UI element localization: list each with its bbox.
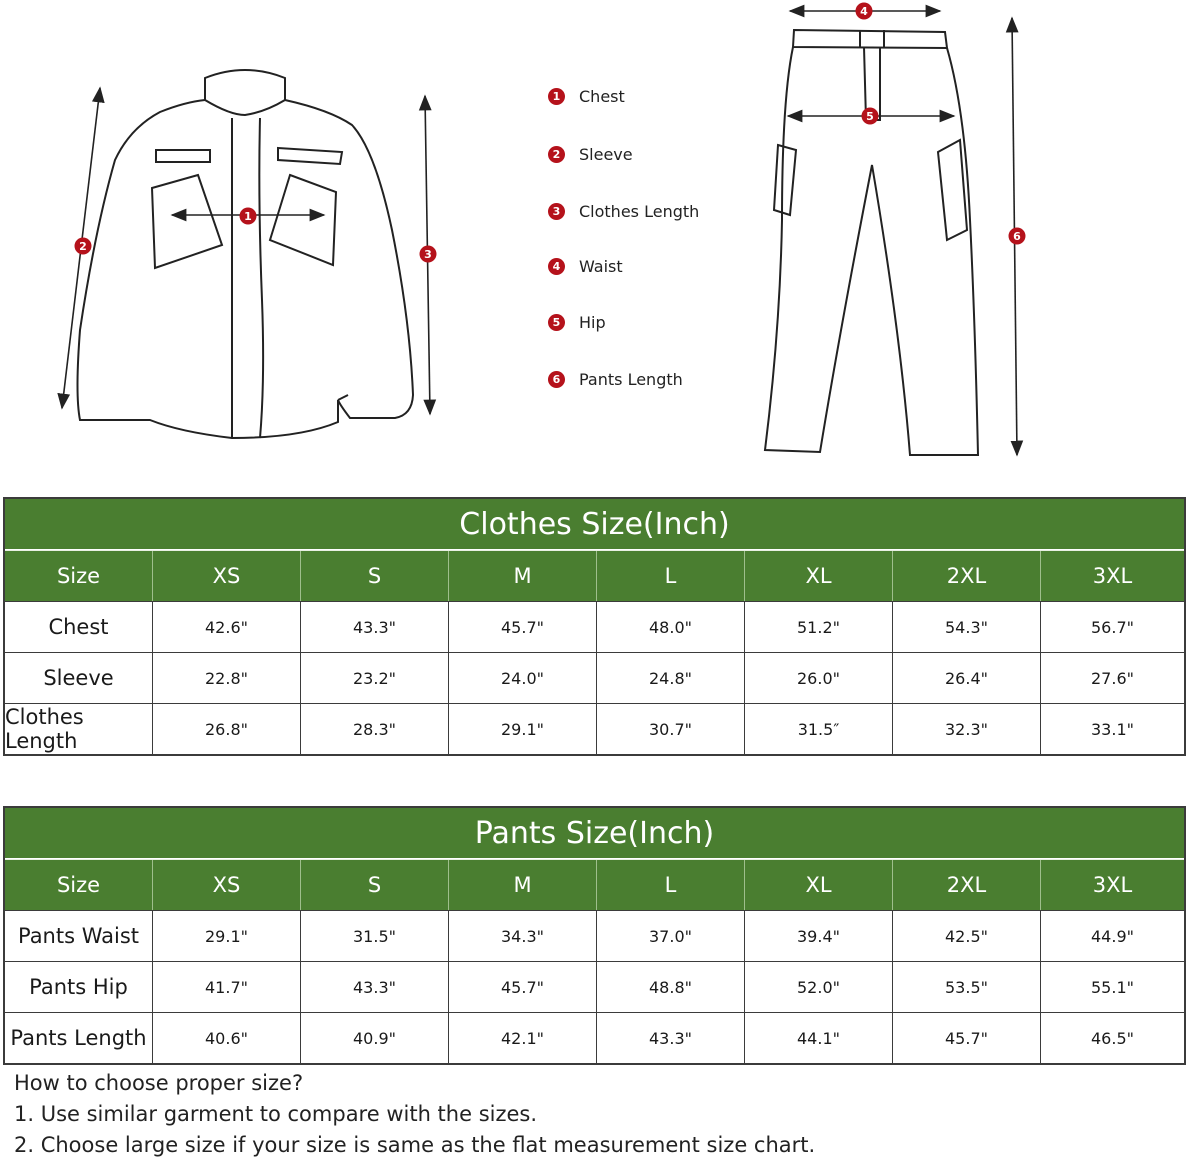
- table-cell: 43.3": [300, 602, 448, 652]
- table-cell: 30.7": [596, 704, 744, 754]
- table-header-row: [5, 550, 1184, 601]
- legend-label: Waist: [579, 256, 623, 276]
- marker-sleeve: [75, 238, 92, 255]
- table-cell: 41.7": [152, 962, 300, 1012]
- notes-heading: How to choose proper size?: [14, 1071, 304, 1095]
- table-cell: 46.5": [1040, 1013, 1184, 1063]
- table-title: Pants Size(Inch): [5, 808, 1184, 859]
- table-cell: 39.4": [744, 911, 892, 961]
- table-row: [5, 910, 1184, 961]
- legend-number: 5: [548, 314, 565, 331]
- header-cell: XL: [744, 551, 892, 601]
- table-cell: 42.1": [448, 1013, 596, 1063]
- row-label: Pants Hip: [29, 975, 128, 999]
- pants-drawing: [765, 30, 978, 455]
- table-cell: 43.3": [300, 962, 448, 1012]
- marker-length: [420, 246, 437, 263]
- legend-number: 6: [548, 371, 565, 388]
- legend-number: 3: [548, 203, 565, 220]
- table-header-row: [5, 859, 1184, 910]
- row-label: Chest: [48, 615, 109, 639]
- row-label: Clothes Length: [5, 705, 84, 753]
- header-cell: L: [596, 860, 744, 910]
- svg-text:5: 5: [866, 110, 874, 123]
- header-cell: Size: [56, 873, 101, 897]
- header-cell: XS: [152, 551, 300, 601]
- table-cell: 51.2": [744, 602, 892, 652]
- header-cell: 2XL: [892, 860, 1040, 910]
- svg-text:2: 2: [79, 240, 87, 253]
- table-row: [5, 703, 1184, 754]
- row-label: Pants Waist: [17, 924, 140, 948]
- marker-chest: [240, 208, 257, 225]
- header-cell: M: [448, 551, 596, 601]
- table-cell: 40.6": [152, 1013, 300, 1063]
- table-row: [5, 1012, 1184, 1063]
- table-title: Clothes Size(Inch): [5, 499, 1184, 550]
- legend-item-clothes-length: [548, 199, 699, 223]
- table-cell: 31.5": [300, 911, 448, 961]
- notes-line-2: 2. Choose large size if your size is same as the flat measurement size chart.: [14, 1133, 816, 1157]
- row-label: Sleeve: [43, 666, 114, 690]
- header-cell: 3XL: [1040, 860, 1184, 910]
- pants-size-table: [3, 806, 1186, 1065]
- header-cell: 2XL: [892, 551, 1040, 601]
- table-cell: 24.8": [596, 653, 744, 703]
- svg-text:3: 3: [424, 248, 432, 261]
- table-cell: 26.8": [152, 704, 300, 754]
- garment-diagrams: [0, 0, 1189, 480]
- table-row: [5, 652, 1184, 703]
- legend-label: Chest: [579, 86, 625, 106]
- legend-number: 4: [548, 258, 565, 275]
- table-cell: 34.3": [448, 911, 596, 961]
- legend-label: Sleeve: [579, 144, 633, 164]
- header-cell: XL: [744, 860, 892, 910]
- table-row: [5, 961, 1184, 1012]
- table-cell: 27.6": [1040, 653, 1184, 703]
- legend-item-sleeve: [548, 142, 633, 166]
- jacket-drawing: [78, 70, 414, 438]
- table-cell: 45.7": [448, 602, 596, 652]
- table-cell: 33.1": [1040, 704, 1184, 754]
- table-cell: 42.6": [152, 602, 300, 652]
- legend-label: Hip: [579, 312, 606, 332]
- clothes-size-table: [3, 497, 1186, 756]
- table-cell: 32.3": [892, 704, 1040, 754]
- table-row: [5, 601, 1184, 652]
- notes-line-1: 1. Use similar garment to compare with the sizes.: [14, 1102, 538, 1126]
- legend-label: Clothes Length: [579, 201, 700, 221]
- row-label: Pants Length: [10, 1026, 147, 1050]
- header-cell: Size: [56, 564, 101, 588]
- svg-text:4: 4: [860, 5, 868, 18]
- measurement-illustration: [0, 0, 1189, 480]
- table-cell: 40.9": [300, 1013, 448, 1063]
- header-cell: 3XL: [1040, 551, 1184, 601]
- table-cell: 31.5″: [744, 704, 892, 754]
- legend-number: 1: [548, 88, 565, 105]
- table-cell: 48.8": [596, 962, 744, 1012]
- table-cell: 26.4": [892, 653, 1040, 703]
- table-cell: 45.7": [892, 1013, 1040, 1063]
- marker-pants-length: [1009, 228, 1026, 245]
- header-cell: XS: [152, 860, 300, 910]
- size-guide-notes: [14, 1068, 815, 1161]
- legend-item-pants-length: [548, 367, 683, 391]
- legend-label: Pants Length: [579, 369, 683, 389]
- table-cell: 37.0": [596, 911, 744, 961]
- table-cell: 55.1": [1040, 962, 1184, 1012]
- table-cell: 43.3": [596, 1013, 744, 1063]
- table-cell: 23.2": [300, 653, 448, 703]
- header-cell: L: [596, 551, 744, 601]
- table-cell: 29.1": [152, 911, 300, 961]
- table-cell: 44.9": [1040, 911, 1184, 961]
- legend-item-waist: [548, 254, 623, 278]
- svg-text:6: 6: [1013, 230, 1021, 243]
- header-cell: S: [300, 860, 448, 910]
- jacket-arrows: [62, 88, 430, 414]
- table-cell: 42.5": [892, 911, 1040, 961]
- table-cell: 52.0": [744, 962, 892, 1012]
- table-cell: 53.5": [892, 962, 1040, 1012]
- table-cell: 48.0": [596, 602, 744, 652]
- header-cell: S: [300, 551, 448, 601]
- legend-item-hip: [548, 310, 606, 334]
- svg-text:1: 1: [244, 210, 252, 223]
- table-cell: 56.7": [1040, 602, 1184, 652]
- marker-hip: [862, 108, 879, 125]
- table-cell: 22.8": [152, 653, 300, 703]
- table-cell: 45.7": [448, 962, 596, 1012]
- table-cell: 28.3": [300, 704, 448, 754]
- table-cell: 54.3": [892, 602, 1040, 652]
- table-cell: 24.0": [448, 653, 596, 703]
- table-cell: 44.1": [744, 1013, 892, 1063]
- legend-item-chest: [548, 84, 625, 108]
- pants-arrows: [788, 11, 1017, 455]
- table-cell: 26.0": [744, 653, 892, 703]
- legend-number: 2: [548, 146, 565, 163]
- header-cell: M: [448, 860, 596, 910]
- marker-waist: [856, 3, 873, 20]
- table-cell: 29.1": [448, 704, 596, 754]
